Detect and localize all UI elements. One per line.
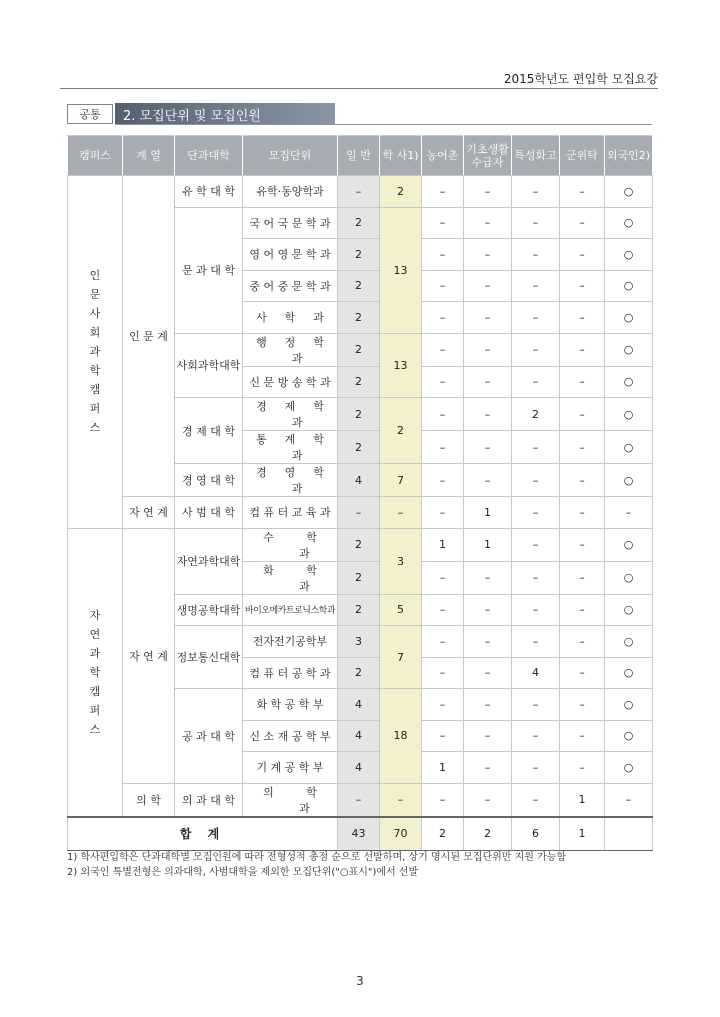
military-cell: – xyxy=(560,333,605,366)
special-cell: – xyxy=(512,239,560,271)
rural-cell: – xyxy=(422,783,464,817)
field-cell: 의 학 xyxy=(123,783,175,817)
basic-cell: – xyxy=(464,783,512,817)
unit-cell: 경 영 학 과 xyxy=(243,464,338,497)
general-cell: 4 xyxy=(338,689,380,721)
general-cell: 2 xyxy=(338,333,380,366)
rural-cell: – xyxy=(422,398,464,431)
header-basic-line1: 기초생활 xyxy=(466,142,509,156)
rural-cell: – xyxy=(422,626,464,658)
foreign-cell: ○ xyxy=(605,398,653,431)
foreign-cell: ○ xyxy=(605,657,653,689)
total-bachelor: 70 xyxy=(380,817,422,851)
basic-cell: – xyxy=(464,302,512,334)
special-cell: – xyxy=(512,720,560,752)
foreign-cell: ○ xyxy=(605,720,653,752)
special-cell: – xyxy=(512,431,560,464)
section-badge: 공통 xyxy=(67,104,113,124)
bachelor-cell: 18 xyxy=(380,689,422,784)
document-header-title: 2015학년도 편입학 모집요강 xyxy=(503,72,658,86)
header-college: 단과대학 xyxy=(175,136,243,176)
foreign-cell: ○ xyxy=(605,431,653,464)
recruitment-table xyxy=(67,135,653,851)
military-cell: – xyxy=(560,594,605,626)
general-cell: 2 xyxy=(338,398,380,431)
field-cell: 인 문 계 xyxy=(123,176,175,497)
section-underline xyxy=(115,124,652,125)
special-cell: – xyxy=(512,783,560,817)
foreign-cell: ○ xyxy=(605,207,653,239)
footnotes xyxy=(67,850,566,880)
unit-cell: 중 어 중 문 학 과 xyxy=(243,270,338,302)
total-rural: 2 xyxy=(422,817,464,851)
special-cell: – xyxy=(512,176,560,208)
bachelor-cell: 7 xyxy=(380,626,422,689)
basic-cell: – xyxy=(464,270,512,302)
rural-cell: – xyxy=(422,366,464,398)
unit-cell: 행 정 학 과 xyxy=(243,333,338,366)
foreign-cell: ○ xyxy=(605,302,653,334)
college-cell: 사회과학대학 xyxy=(175,333,243,398)
general-cell: 2 xyxy=(338,431,380,464)
rural-cell: – xyxy=(422,657,464,689)
unit-cell: 국 어 국 문 학 과 xyxy=(243,207,338,239)
header-divider xyxy=(60,88,658,89)
header-foreign: 외국인2) xyxy=(605,136,653,176)
total-foreign xyxy=(605,817,653,851)
college-cell: 사 범 대 학 xyxy=(175,497,243,529)
general-cell: 2 xyxy=(338,561,380,594)
college-cell: 문 과 대 학 xyxy=(175,207,243,333)
special-cell: – xyxy=(512,270,560,302)
footnote-2: 2) 외국인 특별전형은 의과대학, 사범대학을 제외한 모집단위("○표시")에서 선발 xyxy=(67,867,419,878)
unit-cell: 통 계 학 과 xyxy=(243,431,338,464)
general-cell: 2 xyxy=(338,270,380,302)
header-military: 군위탁 xyxy=(560,136,605,176)
bachelor-cell: 2 xyxy=(380,398,422,464)
rural-cell: – xyxy=(422,561,464,594)
rural-cell: – xyxy=(422,594,464,626)
rural-cell: – xyxy=(422,333,464,366)
bachelor-cell: 13 xyxy=(380,207,422,333)
header-basic-line2: 수급자 xyxy=(471,155,504,169)
total-label: 합 계 xyxy=(68,817,338,851)
general-cell: 2 xyxy=(338,366,380,398)
header-field: 계 열 xyxy=(123,136,175,176)
unit-cell: 바이오메카트로닉스학과 xyxy=(243,594,338,626)
campus-cell-science xyxy=(68,528,123,817)
total-general: 43 xyxy=(338,817,380,851)
special-cell: – xyxy=(512,464,560,497)
military-cell: – xyxy=(560,398,605,431)
header-general: 일 반 xyxy=(338,136,380,176)
military-cell: – xyxy=(560,657,605,689)
special-cell: – xyxy=(512,626,560,658)
basic-cell: – xyxy=(464,561,512,594)
foreign-cell: ○ xyxy=(605,270,653,302)
header-bachelor: 학 사1) xyxy=(380,136,422,176)
rural-cell: – xyxy=(422,239,464,271)
table-row xyxy=(68,497,653,529)
college-cell: 자연과학대학 xyxy=(175,528,243,594)
general-cell: 4 xyxy=(338,752,380,784)
military-cell: – xyxy=(560,752,605,784)
basic-cell: 1 xyxy=(464,497,512,529)
header-basic-living xyxy=(464,136,512,176)
unit-cell: 화 학 과 xyxy=(243,561,338,594)
military-cell: – xyxy=(560,302,605,334)
table-row xyxy=(68,783,653,817)
basic-cell: – xyxy=(464,398,512,431)
total-row xyxy=(68,817,653,851)
general-cell: – xyxy=(338,783,380,817)
foreign-cell: ○ xyxy=(605,689,653,721)
header-special: 특성화고 xyxy=(512,136,560,176)
unit-cell: 신 소 재 공 학 부 xyxy=(243,720,338,752)
bachelor-cell: 13 xyxy=(380,333,422,398)
bachelor-cell: 2 xyxy=(380,176,422,208)
unit-cell: 전자전기공학부 xyxy=(243,626,338,658)
military-cell: – xyxy=(560,366,605,398)
section-title: 2. 모집단위 및 모집인원 xyxy=(115,103,335,125)
military-cell: – xyxy=(560,176,605,208)
foreign-cell: ○ xyxy=(605,464,653,497)
unit-cell: 유학·동양학과 xyxy=(243,176,338,208)
general-cell: 4 xyxy=(338,464,380,497)
special-cell: – xyxy=(512,333,560,366)
rural-cell: – xyxy=(422,207,464,239)
military-cell: – xyxy=(560,431,605,464)
foreign-cell: ○ xyxy=(605,176,653,208)
basic-cell: – xyxy=(464,689,512,721)
foreign-cell: ○ xyxy=(605,594,653,626)
rural-cell: – xyxy=(422,689,464,721)
special-cell: 4 xyxy=(512,657,560,689)
campus-label: 인문사회과학캠퍼스 xyxy=(89,269,101,435)
military-cell: – xyxy=(560,626,605,658)
rural-cell: – xyxy=(422,464,464,497)
college-cell: 경 제 대 학 xyxy=(175,398,243,464)
military-cell: – xyxy=(560,270,605,302)
footnote-1: 1) 학사편입학은 단과대학별 모집인원에 따라 전형성적 총점 순으로 선발하며, 상기 명시된 모집단위만 지원 가능함 xyxy=(67,852,567,863)
college-cell: 유 학 대 학 xyxy=(175,176,243,208)
foreign-cell: ○ xyxy=(605,528,653,561)
general-cell: 2 xyxy=(338,302,380,334)
unit-cell: 영 어 영 문 학 과 xyxy=(243,239,338,271)
military-cell: – xyxy=(560,561,605,594)
basic-cell: – xyxy=(464,464,512,497)
college-cell: 공 과 대 학 xyxy=(175,689,243,784)
rural-cell: 1 xyxy=(422,752,464,784)
foreign-cell: ○ xyxy=(605,239,653,271)
unit-cell: 수 학 과 xyxy=(243,528,338,561)
unit-cell: 의 학 과 xyxy=(243,783,338,817)
table-row xyxy=(68,528,653,561)
college-cell: 경 영 대 학 xyxy=(175,464,243,497)
special-cell: 2 xyxy=(512,398,560,431)
college-cell: 생명공학대학 xyxy=(175,594,243,626)
special-cell: – xyxy=(512,366,560,398)
basic-cell: – xyxy=(464,626,512,658)
foreign-cell: – xyxy=(605,497,653,529)
basic-cell: – xyxy=(464,366,512,398)
general-cell: 2 xyxy=(338,594,380,626)
foreign-cell: ○ xyxy=(605,626,653,658)
rural-cell: – xyxy=(422,431,464,464)
foreign-cell: ○ xyxy=(605,561,653,594)
general-cell: 2 xyxy=(338,657,380,689)
foreign-cell: ○ xyxy=(605,752,653,784)
basic-cell: – xyxy=(464,333,512,366)
military-cell: – xyxy=(560,207,605,239)
campus-label: 자연과학캠퍼스 xyxy=(89,608,101,736)
rural-cell: 1 xyxy=(422,528,464,561)
field-cell: 자 연 계 xyxy=(123,497,175,529)
table-row xyxy=(68,176,653,208)
basic-cell: – xyxy=(464,176,512,208)
unit-cell: 컴 퓨 터 공 학 과 xyxy=(243,657,338,689)
foreign-cell: ○ xyxy=(605,366,653,398)
table-header-row xyxy=(68,136,653,176)
general-cell: – xyxy=(338,497,380,529)
special-cell: – xyxy=(512,689,560,721)
unit-cell: 사 학 과 xyxy=(243,302,338,334)
bachelor-cell: 7 xyxy=(380,464,422,497)
military-cell: – xyxy=(560,239,605,271)
basic-cell: – xyxy=(464,431,512,464)
military-cell: – xyxy=(560,528,605,561)
military-cell: – xyxy=(560,464,605,497)
college-cell: 정보통신대학 xyxy=(175,626,243,689)
special-cell: – xyxy=(512,207,560,239)
unit-cell: 신 문 방 송 학 과 xyxy=(243,366,338,398)
bachelor-cell: – xyxy=(380,783,422,817)
bachelor-cell: – xyxy=(380,497,422,529)
basic-cell: 1 xyxy=(464,528,512,561)
unit-cell: 경 제 학 과 xyxy=(243,398,338,431)
total-military: 1 xyxy=(560,817,605,851)
general-cell: 4 xyxy=(338,720,380,752)
general-cell: 2 xyxy=(338,239,380,271)
special-cell: – xyxy=(512,497,560,529)
header-rural: 농어촌 xyxy=(422,136,464,176)
special-cell: – xyxy=(512,528,560,561)
rural-cell: – xyxy=(422,270,464,302)
foreign-cell: ○ xyxy=(605,333,653,366)
special-cell: – xyxy=(512,302,560,334)
unit-cell: 기 계 공 학 부 xyxy=(243,752,338,784)
basic-cell: – xyxy=(464,594,512,626)
basic-cell: – xyxy=(464,657,512,689)
college-cell: 의 과 대 학 xyxy=(175,783,243,817)
basic-cell: – xyxy=(464,207,512,239)
military-cell: – xyxy=(560,720,605,752)
basic-cell: – xyxy=(464,752,512,784)
special-cell: – xyxy=(512,594,560,626)
special-cell: – xyxy=(512,561,560,594)
foreign-cell: – xyxy=(605,783,653,817)
basic-cell: – xyxy=(464,239,512,271)
header-campus: 캠퍼스 xyxy=(68,136,123,176)
rural-cell: – xyxy=(422,720,464,752)
section-heading xyxy=(67,103,652,125)
bachelor-cell: 5 xyxy=(380,594,422,626)
military-cell: – xyxy=(560,689,605,721)
unit-cell: 컴 퓨 터 교 육 과 xyxy=(243,497,338,529)
rural-cell: – xyxy=(422,497,464,529)
total-special: 6 xyxy=(512,817,560,851)
field-cell: 자 연 계 xyxy=(123,528,175,783)
total-basic: 2 xyxy=(464,817,512,851)
basic-cell: – xyxy=(464,720,512,752)
rural-cell: – xyxy=(422,176,464,208)
general-cell: – xyxy=(338,176,380,208)
military-cell: 1 xyxy=(560,783,605,817)
page-number: 3 xyxy=(356,974,364,988)
special-cell: – xyxy=(512,752,560,784)
rural-cell: – xyxy=(422,302,464,334)
campus-cell-humanities xyxy=(68,176,123,529)
general-cell: 2 xyxy=(338,207,380,239)
general-cell: 3 xyxy=(338,626,380,658)
header-unit: 모집단위 xyxy=(243,136,338,176)
bachelor-cell: 3 xyxy=(380,528,422,594)
general-cell: 2 xyxy=(338,528,380,561)
unit-cell: 화 학 공 학 부 xyxy=(243,689,338,721)
military-cell: – xyxy=(560,497,605,529)
